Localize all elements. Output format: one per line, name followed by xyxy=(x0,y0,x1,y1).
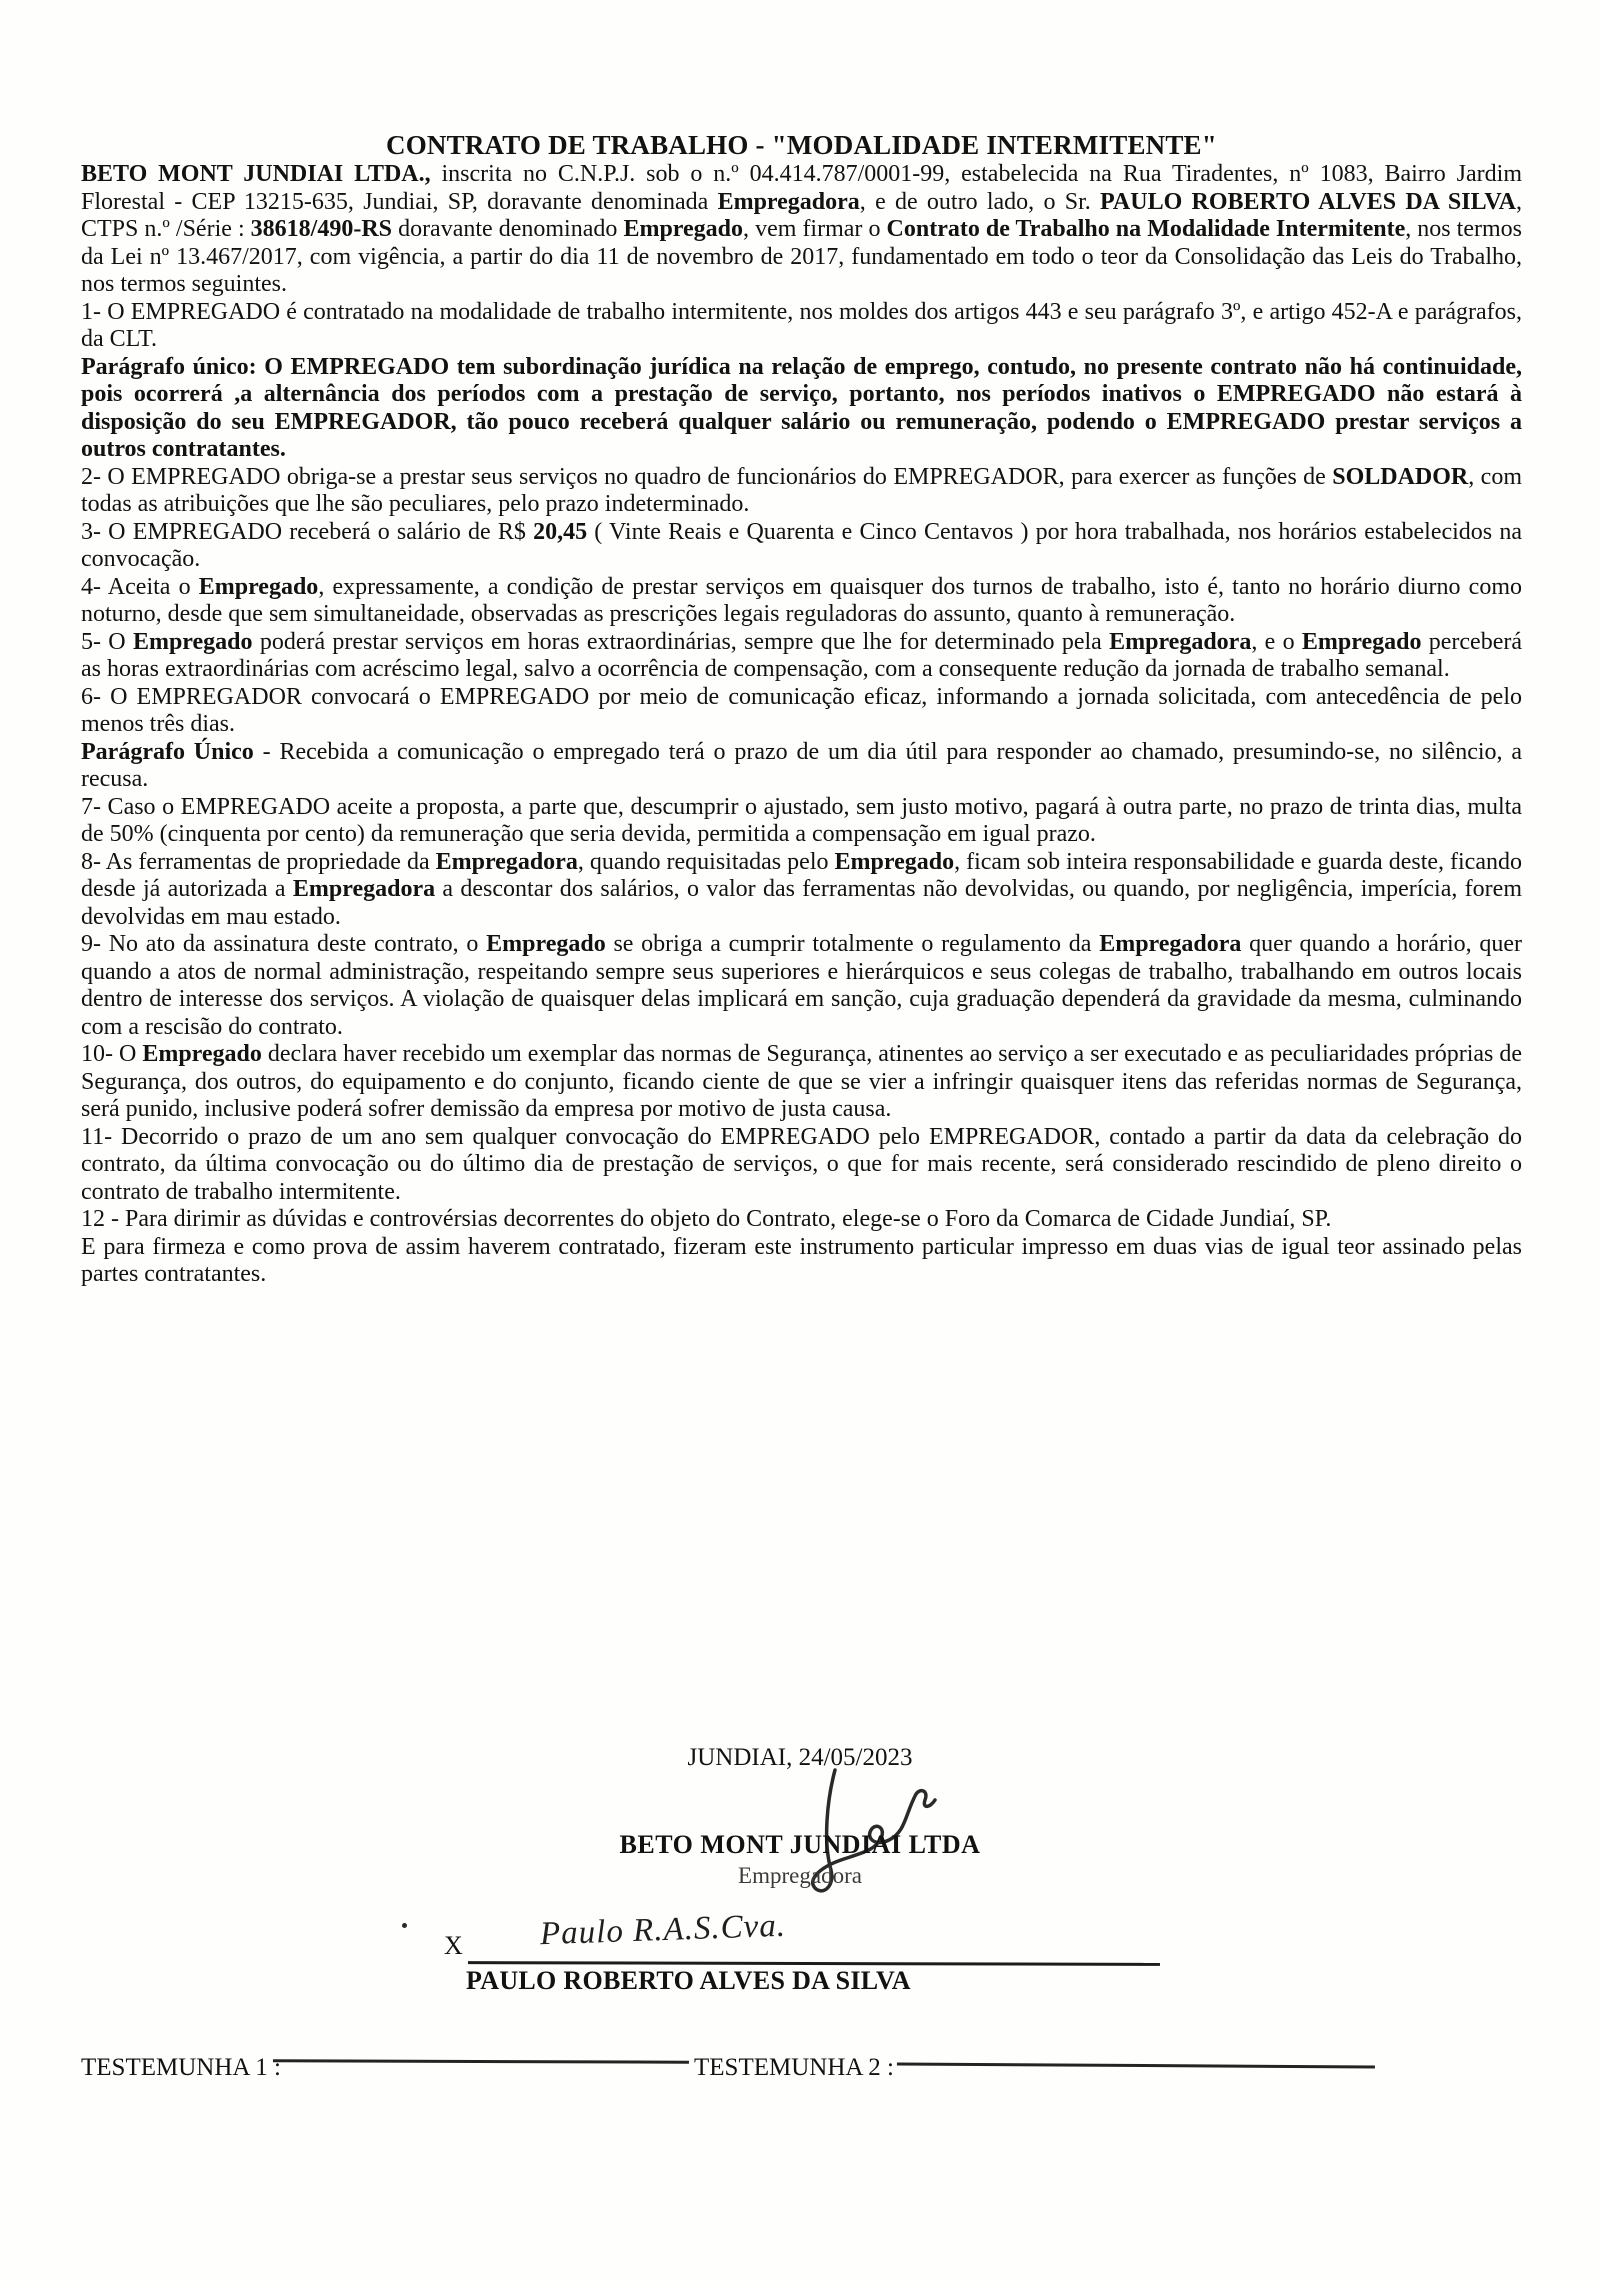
text-segment: Empregado xyxy=(132,628,253,655)
text-segment: - Recebida a comunicação o empregado terá o prazo de um dia útil para responder ao chamado, presumindo-se, no silêncio, a recusa. xyxy=(81,738,1523,792)
text-segment: 5- O xyxy=(81,628,133,655)
text-segment: 20,45 xyxy=(533,518,588,545)
clause-3-paragraph xyxy=(81,519,1522,574)
text-segment: Empregado xyxy=(486,931,606,957)
text-segment: 1- O EMPREGADO é contratado na modalidade de trabalho intermitente, nos moldes dos artigos 443 e seu parágrafo 3º, e artigo 452-A e parágrafos, da CLT. xyxy=(81,298,1522,352)
clause-2-paragraph xyxy=(81,464,1522,519)
text-segment: ( Vinte Reais e Quarenta e Cinco Centavos ) por hora trabalhada, nos horários estabelecidos na convocação. xyxy=(81,518,1522,572)
text-segment: , expressamente, a condição de prestar serviços em quaisquer dos turnos de trabalho, isto é, tanto no horário diurno como noturno, desde que sem simultaneidade, observadas as prescrições legais reguladoras do assunto, quanto à remuneração. xyxy=(81,573,1523,627)
text-segment: Parágrafo Único xyxy=(81,738,254,765)
employer-name: BETO MONT JUNDIAI LTDA xyxy=(619,1830,981,1859)
clause-10-paragraph xyxy=(81,1041,1522,1124)
document-title: CONTRATO DE TRABALHO - "MODALIDADE INTERMITENTE" xyxy=(386,130,1217,160)
text-segment: , nos termos da Lei nº 13.467/2017, com vigência, a partir do dia 11 de novembro de 2017, fundamentado em todo o teor da Consolidação das Leis do Trabalho, nos termos seguintes. xyxy=(81,216,1522,297)
text-segment: , ficam sob inteira responsabilidade e guarda deste, ficando desde já autorizada a xyxy=(81,848,1522,902)
text-segment: a descontar dos salários, o valor das ferramentas não devolvidas, ou quando, por negligência, imperícia, forem devolvidas em mau estado. xyxy=(81,876,1522,930)
text-segment: PAULO ROBERTO ALVES DA SILVA xyxy=(1100,188,1516,215)
text-segment: 4- Aceita o xyxy=(81,573,199,600)
text-segment: , CTPS n.º /Série : xyxy=(81,188,1522,242)
text-segment: Parágrafo único: O EMPREGADO tem subordinação jurídica na relação de emprego, contudo, no presente contrato não há continuidade, pois ocorrerá ,a alternância dos períodos com a prestação de serviço, portanto, nos períodos inativos o EMPREGADO não estará à disposição do seu EMPREGADOR, tão pouco receberá qualquer salário ou remuneração, podendo o EMPREGADO prestar serviços a outros contratantes. xyxy=(81,353,1522,462)
clause-7-paragraph xyxy=(81,794,1522,849)
text-segment: Empregado xyxy=(1301,628,1422,655)
clause-1-paragrafo-unico xyxy=(81,354,1522,464)
text-segment: 10- O xyxy=(81,1041,143,1067)
witness-1-label: TESTEMUNHA 1 : xyxy=(81,2054,281,2081)
text-segment: 8- As ferramentas de propriedade da xyxy=(81,848,436,875)
clause-8-paragraph xyxy=(81,849,1522,932)
text-segment: 6- O EMPREGADOR convocará o EMPREGADO por meio de comunicação eficaz, informando a jornada solicitada, com antecedência de pelo menos três dias. xyxy=(81,683,1522,737)
employee-name: PAULO ROBERTO ALVES DA SILVA xyxy=(466,1966,911,1995)
text-segment: inscrita no C.N.P.J. sob o n.º 04.414.787/0001-99, estabelecida na Rua Tiradentes, nº 1083, Bairro Jardim Florestal - CEP 13215-635, Jundiai, SP, doravante denominada xyxy=(81,161,1522,215)
text-segment: 7- Caso o EMPREGADO aceite a proposta, a parte que, descumprir o ajustado, sem justo motivo, pagará à outra parte, no prazo de trinta dias, multa de 50% (cinquenta por cento) da remuneração que seria devida, permitida a compensação em igual prazo. xyxy=(81,793,1522,847)
text-segment: Empregado xyxy=(623,216,744,242)
text-segment: Empregadora xyxy=(1109,628,1252,655)
closing-paragraph xyxy=(81,1234,1522,1289)
text-segment: 11- Decorrido o prazo de um ano sem qualquer convocação do EMPREGADO pelo EMPREGADOR, contado a partir da data da celebração do contrato, da última convocação ou do último dia de prestação de serviços, o que for mais recente, será considerado rescindido de pleno direito o contrato de trabalho intermitente. xyxy=(81,1123,1522,1205)
text-segment: 2- O EMPREGADO obriga-se a prestar seus serviços no quadro de funcionários do EMPREGADOR, para exercer as funções de xyxy=(81,463,1333,490)
text-segment: 38618/490-RS xyxy=(250,216,393,242)
ink-dot xyxy=(402,1923,407,1928)
date-line: JUNDIAI, 24/05/2023 xyxy=(687,1744,913,1771)
witness-2-signature-line xyxy=(897,2039,1375,2069)
clause-9-paragraph xyxy=(81,931,1522,1041)
witness-2-label: TESTEMUNHA 2 : xyxy=(694,2054,894,2081)
clause-1-paragraph xyxy=(81,299,1522,354)
text-segment: , e o xyxy=(1251,628,1302,655)
text-segment: Contrato de Trabalho na Modalidade Intermitente xyxy=(886,216,1406,242)
text-segment: E para firmeza e como prova de assim haverem contratado, fizeram este instrumento particular impresso em duas vias de igual teor assinado pelas partes contratantes. xyxy=(81,1233,1522,1287)
text-segment: Empregadora xyxy=(435,848,578,875)
text-segment: SOLDADOR xyxy=(1332,463,1469,490)
text-segment: Empregadora xyxy=(292,876,436,902)
text-segment: perceberá as horas extraordinárias com acréscimo legal, salvo a ocorrência de compensação, com a consequente redução da jornada de trabalho semanal. xyxy=(81,628,1523,682)
text-segment: , quando requisitadas pelo xyxy=(577,848,835,875)
text-segment: 12 - Para dirimir as dúvidas e controvérsias decorrentes do objeto do Contrato, elege-se o Foro da Comarca de Cidade Jundiaí, SP. xyxy=(81,1206,1332,1232)
text-segment: BETO MONT JUNDIAI LTDA., xyxy=(81,161,431,187)
clause-6-paragrafo-unico xyxy=(81,739,1522,794)
intro-paragraph xyxy=(81,161,1522,299)
clause-6-paragraph xyxy=(81,684,1522,739)
text-segment: Empregado xyxy=(198,573,319,600)
text-segment: Empregadora xyxy=(1099,931,1242,957)
contract-body xyxy=(81,0,1522,1289)
text-segment: , vem firmar o xyxy=(743,216,887,242)
text-segment: doravante denominado xyxy=(392,216,624,242)
clause-4-paragraph xyxy=(81,574,1522,629)
clause-12-paragraph xyxy=(81,1206,1522,1234)
text-segment: 9- No ato da assinatura deste contrato, o xyxy=(81,931,487,957)
text-segment: Empregadora xyxy=(717,188,860,215)
text-segment: 3- O EMPREGADO receberá o salário de R$ xyxy=(81,518,534,545)
text-segment: Empregado xyxy=(834,848,955,875)
text-segment: Empregado xyxy=(142,1041,262,1067)
employer-role-label: Empregadora xyxy=(738,1863,862,1888)
text-segment: , com todas as atribuições que lhe são peculiares, pelo prazo indeterminado. xyxy=(81,463,1522,517)
clause-11-paragraph xyxy=(81,1124,1522,1207)
text-segment: se obriga a cumprir totalmente o regulamento da xyxy=(605,931,1100,957)
text-segment: quer quando a horário, quer quando a atos de normal administração, respeitando sempre seus superiores e hierárquicos e seus colegas de trabalho, trabalhando em outros locais dentro de interesse dos serviços. A violação de quaisquer delas implicará em sanção, cuja graduação dependerá da gravidade da mesma, culminando com a rescisão do contrato. xyxy=(81,931,1522,1040)
witness-1-signature-line xyxy=(273,2035,689,2063)
clause-5-paragraph xyxy=(81,629,1522,684)
text-segment: poderá prestar serviços em horas extraordinárias, sempre que lhe for determinado pela xyxy=(252,628,1110,655)
employee-handwritten-signature: Paulo R.A.S.Cva. xyxy=(539,1907,787,1953)
signature-x-mark: X xyxy=(444,1931,463,1960)
text-segment: , e de outro lado, o Sr. xyxy=(859,188,1101,215)
text-segment: declara haver recebido um exemplar das normas de Segurança, atinentes ao serviço a ser executado e as peculiaridades próprias de Segurança, dos outros, do equipamento e do conjunto, ficando ciente de que se vier a infringir quaisquer itens das referidas normas de Segurança, será punido, inclusive poderá sofrer demissão da empresa por motivo de justa causa. xyxy=(81,1041,1522,1122)
